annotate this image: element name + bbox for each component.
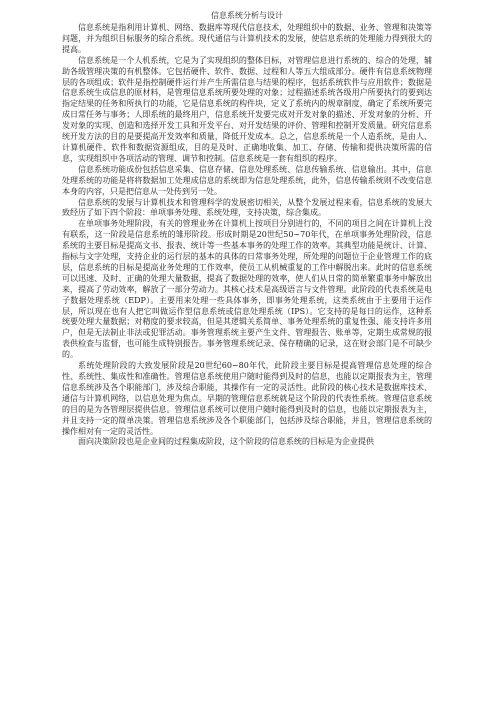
paragraph: 信息系统是指利用计算机、网络、数据库等现代信息技术，处理组织中的数据、业务、管理和决策等问题，并为组织目标服务的综合系统。现代通信与计算机技术的发展，使信息系统的处理能力得到很大的提高。	[62, 23, 432, 54]
paragraph: 面向决策阶段也是企业间的过程集成阶段，这个阶段的信息系统的目标是为企业提供	[78, 437, 374, 447]
document-title: 信息系统分析与设计	[211, 11, 283, 20]
paragraph: 信息系统的发展与计算机技术和管理科学的发展密切相关，从整个发展过程来看，信息系统的发展大致经历了如下四个阶段：单项事务处理、系统处理，支持决策，综合集成。	[62, 197, 432, 218]
paragraph: 信息系统是一个人机系统，它是为了实现组织的整体目标，对管理信息进行系统的、综合的处理，辅助各级管理决策的有机整体。它包括硬件、软件、数据、过程和人等五大组成部分。硬件有信息系统物理层的各项组成；软件是指控制硬件运行并产生所需信息与结果的程序，包括系统软件与应用软件；数据是信息系统生成信息的原材料，是管理信息系统所要处理的对象；过程描述系统各级用户所要执行的要到达指定结果的任务和所执行的功能，它是信息系统的构件块，定义了系统内的规章制度，确定了系统所要完成日常任务与事务；人即系统的最终用户，信息系统开发要完成对开发对象的描述、开发对象的分析、开发对象的实现、创造和选择开发工具和开发平台、对开发结果的评价、管理和控制开发质量。研究信息系统开发方法的目的是要提高开发效率和质量，降低开发成本。总之，信息系统是一个人造系统，是由人、计算机硬件、软件和数据资源组成，目的是及时、正确地收集、加工、存储、传输和提供决策所需的信息，实现组织中各项活动的管理、调节和控制。信息系统是一套有组织的程序。	[62, 55, 432, 163]
paragraph: 系统处理阶段的大致发展阶段是20世纪60~80年代，此阶段主要目标是提高管理信息处理的综合性、系统性、集成性和准确性。管理信息系统使用户随时能得到及时的信息，也能以定期报表为主，管理信息系统涉及各个职能部门，涉及综合职能，其操作有一定的灵活性。此阶段的核心技术是数据库技术、通信与计算机网络，以信息处理为焦点。早期的管理信息系统就是这个阶段的代表性系统。管理信息系统的目的是为各管理层提供信息。管理信息系统可以使用户随时能得到及时的信息，也能以定期报表为主，并且支持一定的简单决策。管理信息系统涉及各个职能部门，包括涉及综合职能，并且，管理信息系统的操作相对有一定的灵活性。	[62, 361, 432, 436]
paragraph: 在单项事务处理阶段，有关的管理业务在计算机上按项目分别进行的，不同的项目之间在计算机上没有联系，这一阶段是信息系统的雏形阶段。形成时期是20世纪50~70年代，在单项事务处理阶段，信息系统的主要目标是提高文书、报表、统计等一些基本事务的处理工作的效率。其典型功能是统计、计算、指标与文字处理，支持企业的运行层的基本的具体的日常事务处理，所处理的问题位于企业管理工作的底层，信息系统的目标是提高业务处理的工作效率，使员工从机械重复的工作中解脱出来。此时的信息系统可以迅速、及时、正确的处理大量数据，提高了数据处理的效率，使人们从日常的简单繁重事务中解放出来，提高了劳动效率，解放了一部分劳动力。其核心技术是高级语言与文件管理。此阶段的代表系统是电子数据处理系统（EDP）。主要用来处理一些具体事务，即事务处理系统，这类系统由于主要用于运作层，所以现在也有人把它叫做运作型信息系统或信息处理系统（IPS）。它支持的是每日的运作，这种系统要处理大量数据；对精度的要求较高，但是其逻辑关系简单、事务处理系统的重复性强、能支持许多用户，但是无法制止非法或犯罪活动。事务管理系统主要产生文件、管理报告、账单等，定期生成常规的报表供检查与监督，也可能生成特别报告。事务管理系统记录、保存精确的记录，这在财会部门是不可缺少的。	[62, 219, 432, 360]
paragraph: 信息系统功能成份包括信息采集、信息存储、信息处理系统、信息传输系统、信息输出。其中，信息处理系统的功能是将将数据加工处理成信息的系统即为信息处理系统，此外，信息传输系统则不改变信息本身的内容，只是把信息从一处传到另一处。	[62, 164, 432, 196]
